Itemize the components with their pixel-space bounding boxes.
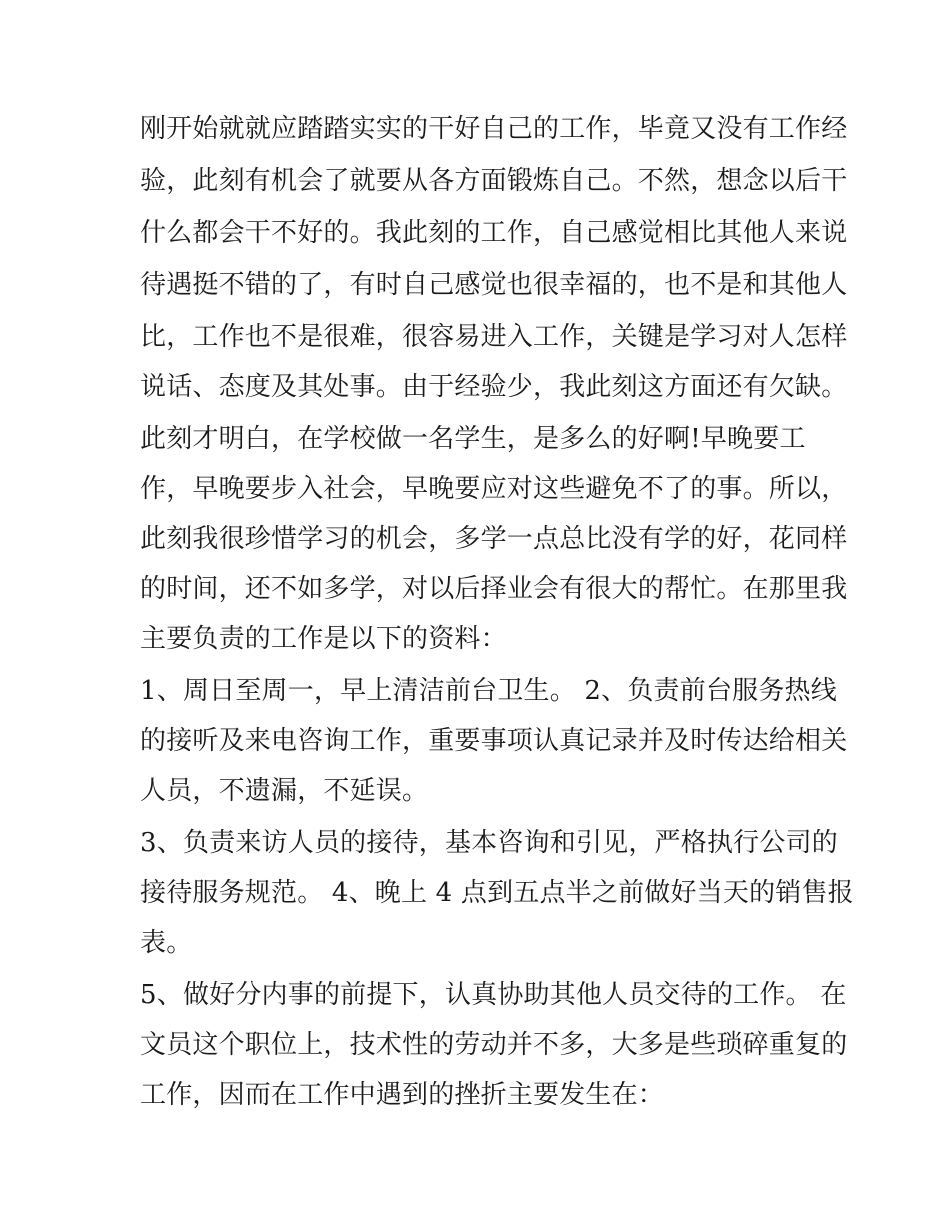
text-line: 此刻我很珍惜学习的机会，多学一点总比没有学的好，花同样 xyxy=(140,524,848,554)
text-line: 说话、态度及其处事。由于经验少，我此刻这方面还有欠缺。 xyxy=(140,372,848,402)
text-line: 作，早晚要步入社会，早晚要应对这些避免不了的事。所以， xyxy=(140,474,848,504)
text-line: 接待服务规范。 4、晚上 4 点到五点半之前做好当天的销售报 xyxy=(140,878,854,908)
text-line: 主要负责的工作是以下的资料： xyxy=(140,624,507,654)
text-line: 文员这个职位上，技术性的劳动并不多，大多是些琐碎重复的 xyxy=(140,1030,848,1060)
text-line: 表。 xyxy=(140,928,193,958)
text-line: 工作，因而在工作中遇到的挫折主要发生在： xyxy=(140,1080,665,1110)
text-line: 的接听及来电咨询工作，重要事项认真记录并及时传达给相关 xyxy=(140,726,848,756)
text-line: 验，此刻有机会了就要从各方面锻炼自己。不然，想念以后干 xyxy=(140,166,848,196)
text-line: 人员，不遗漏，不延误。 xyxy=(140,776,429,806)
text-line: 1、周日至周一，早上清洁前台卫生。 2、负责前台服务热线 xyxy=(140,676,837,706)
text-line: 3、负责来访人员的接待，基本咨询和引见，严格执行公司的 xyxy=(140,828,838,858)
text-line: 的时间，还不如多学，对以后择业会有很大的帮忙。在那里我 xyxy=(140,574,848,604)
text-line: 什么都会干不好的。我此刻的工作，自己感觉相比其他人来说 xyxy=(140,218,848,248)
text-line: 比，工作也不是很难，很容易进入工作，关键是学习对人怎样 xyxy=(140,322,848,352)
text-line: 待遇挺不错的了，有时自己感觉也很幸福的，也不是和其他人 xyxy=(140,270,848,300)
text-line: 5、做好分内事的前提下，认真协助其他人员交待的工作。 在 xyxy=(140,980,847,1010)
text-line: 刚开始就就应踏踏实实的干好自己的工作，毕竟又没有工作经 xyxy=(140,114,848,144)
text-line: 此刻才明白，在学校做一名学生，是多么的好啊!早晚要工 xyxy=(140,424,806,454)
